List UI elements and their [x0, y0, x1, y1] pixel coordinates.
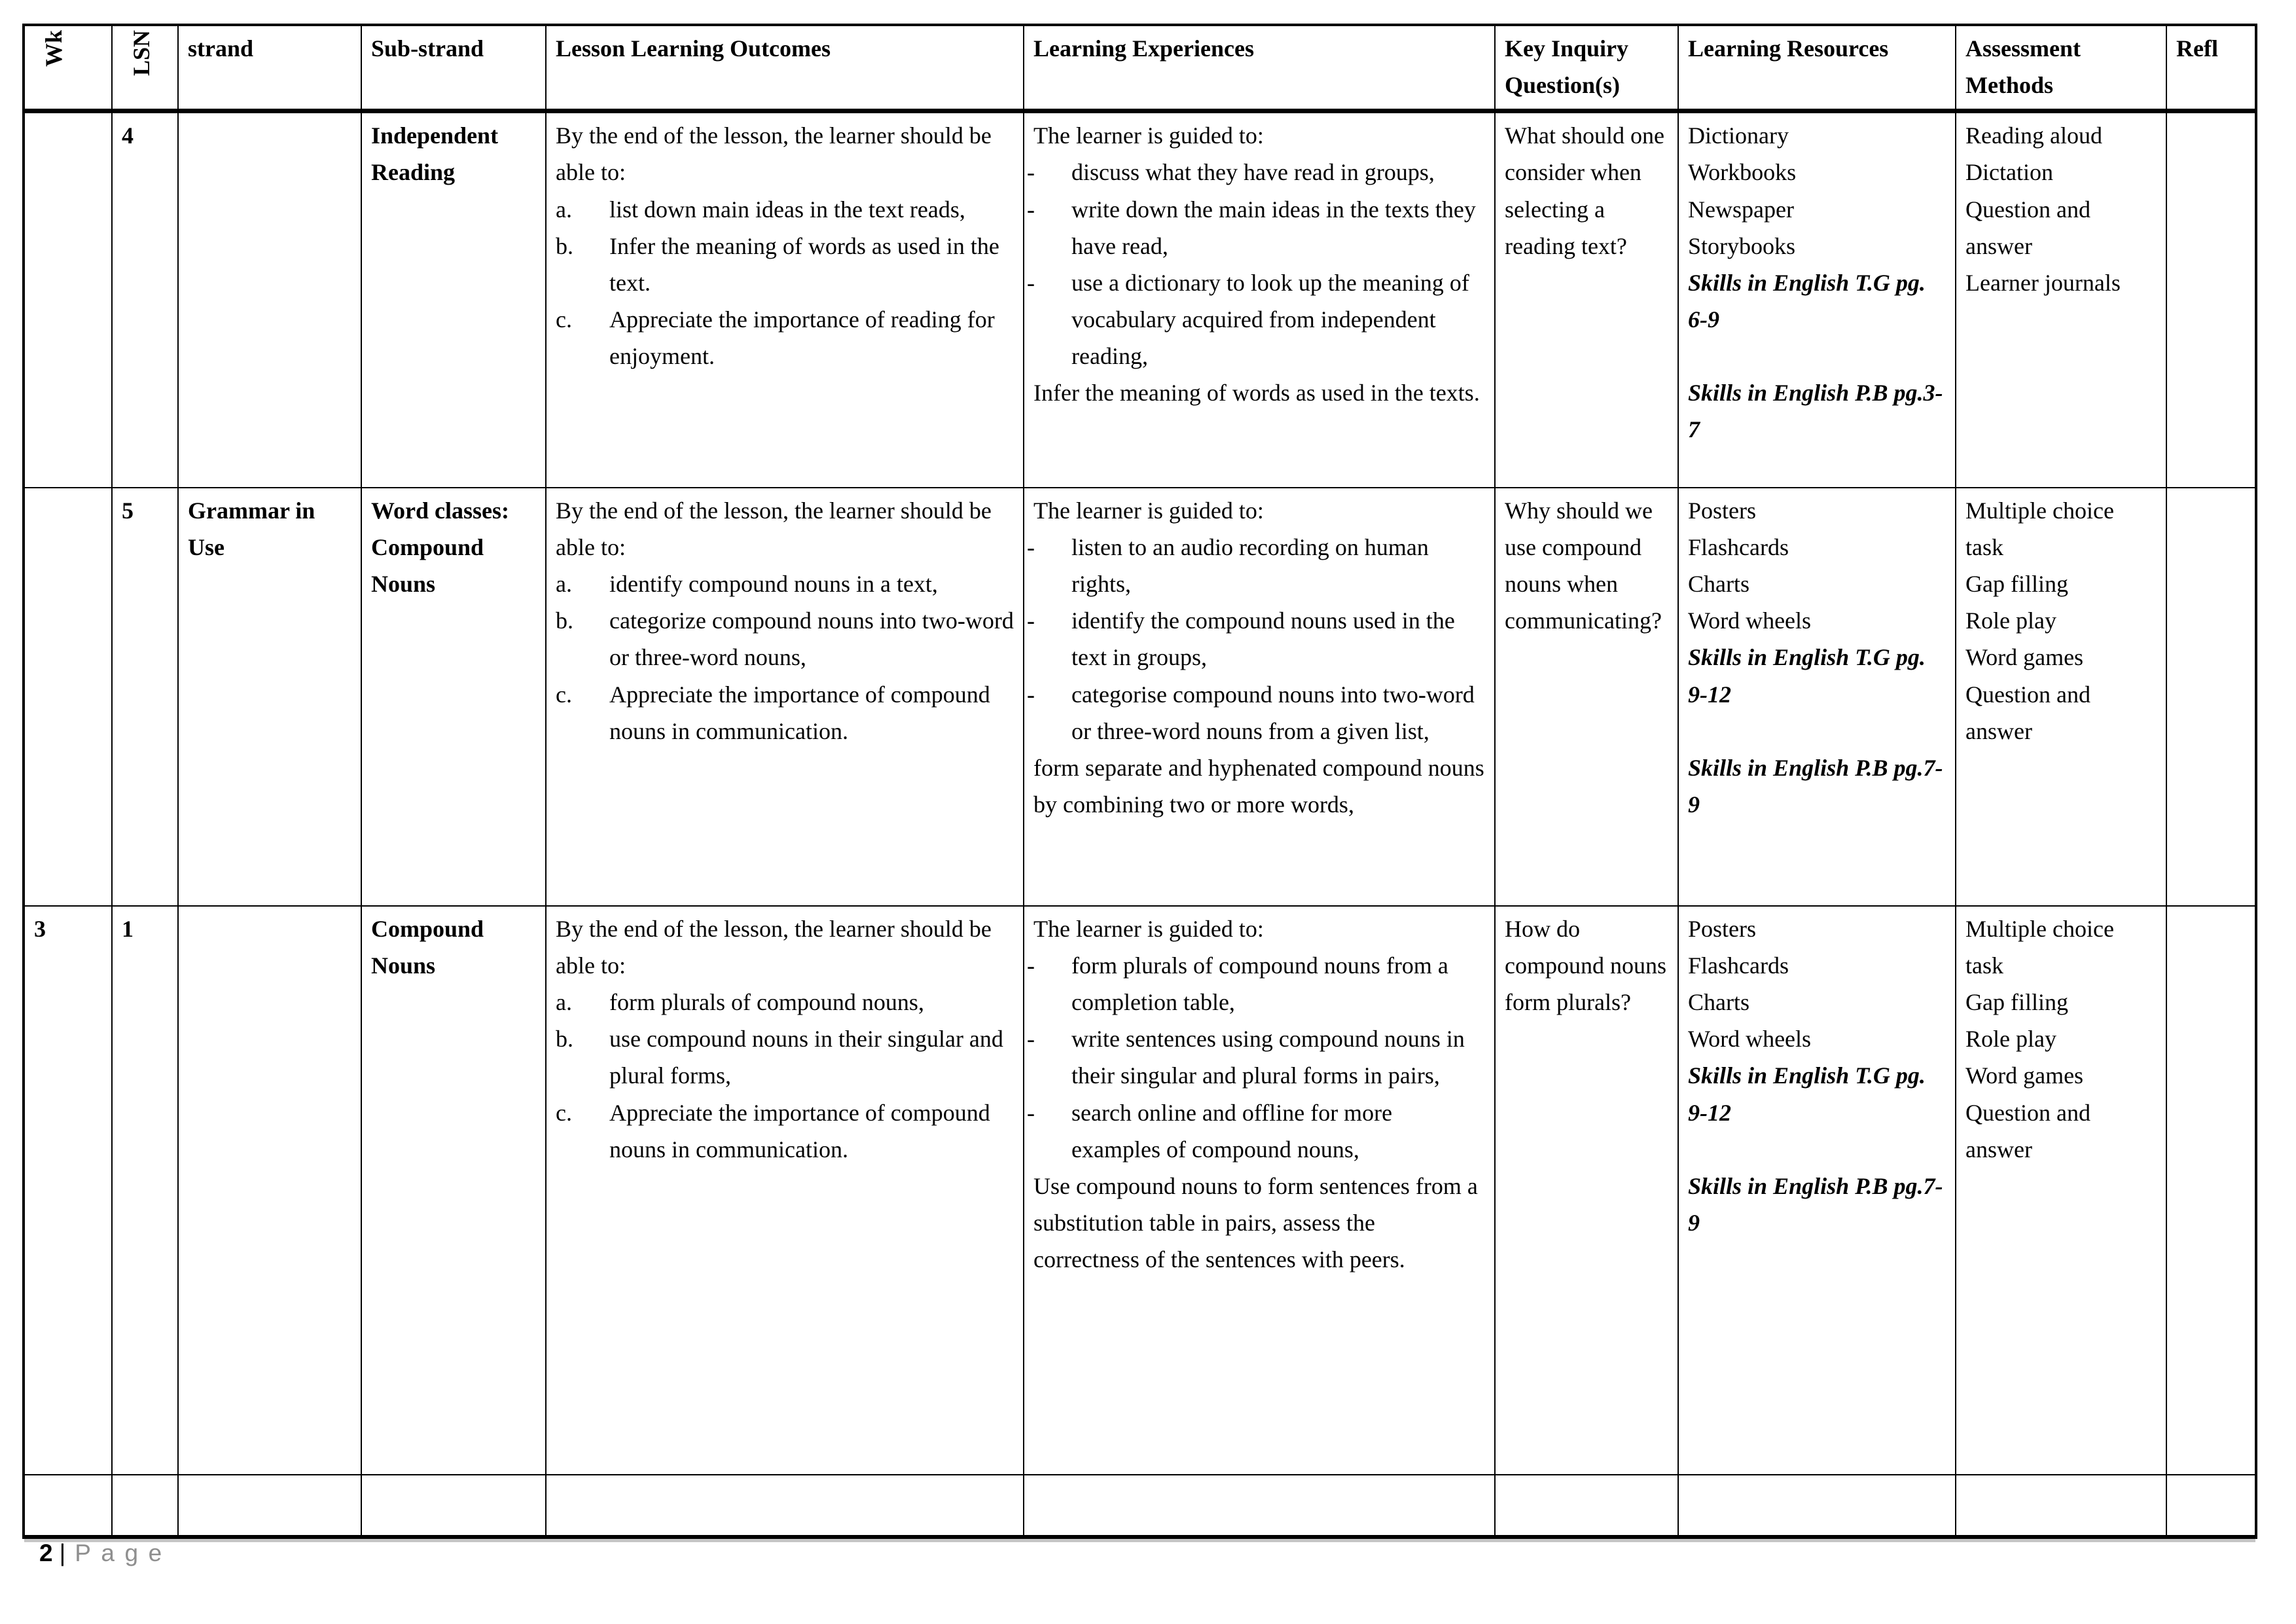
cell-strand: [178, 111, 361, 488]
cell-refl: [2166, 906, 2256, 1475]
pupil-book-ref: Skills in English P.B pg.3-7: [1688, 380, 1943, 443]
list-item: - form plurals of compound nouns from a completion table,: [1033, 947, 1485, 1020]
resource-item: Charts: [1688, 571, 1749, 598]
list-item: a. list down main ideas in the text reads,: [556, 196, 965, 223]
assessment-item: Word games: [1965, 644, 2084, 671]
resource-item: Charts: [1688, 989, 1749, 1016]
list-item: - categorise compound nouns into two-word or three-word nouns from a given list,: [1033, 676, 1485, 749]
resource-item: Flashcards: [1688, 952, 1789, 979]
list-item: b. use compound nouns in their singular and plural forms,: [556, 1026, 1003, 1089]
dash-bullet: -: [1027, 196, 1035, 223]
header-row: [24, 25, 2256, 111]
dash-bullet: -: [1027, 607, 1035, 634]
cell-wk: 3: [24, 906, 112, 1475]
empty-cell: [546, 1475, 1024, 1537]
experiences-tail: Infer the meaning of words as used in the texts.: [1033, 380, 1480, 406]
cell-lsn: 1: [112, 906, 178, 1475]
experiences-intro: The learner is guided to:: [1033, 915, 1264, 942]
resource-item: Posters: [1688, 915, 1757, 942]
list-item: c. Appreciate the importance of reading for enjoyment.: [556, 306, 995, 370]
cell-outcomes: [546, 488, 1024, 906]
cell-sub-strand: Compound Nouns: [361, 906, 546, 1475]
assessment-item: Word games: [1965, 1062, 2084, 1089]
pupil-book-ref: Skills in English P.B pg.7-9: [1688, 1172, 1943, 1236]
dash-bullet: -: [1027, 159, 1035, 186]
teacher-guide-ref: Skills in English T.G pg. 6-9: [1688, 269, 1926, 333]
resource-item: Posters: [1688, 497, 1757, 524]
list-item: a. form plurals of compound nouns,: [556, 989, 924, 1016]
experiences-intro: The learner is guided to:: [1033, 497, 1264, 524]
cell-sub-strand: Independent Reading: [361, 111, 546, 488]
cell-resources: [1678, 111, 1956, 488]
experiences-list: [1027, 154, 1485, 374]
experiences-list: [1027, 529, 1485, 749]
assessment-item: Multiple choice task: [1965, 497, 2114, 560]
resource-item: Flashcards: [1688, 533, 1789, 560]
cell-outcomes: [546, 906, 1024, 1475]
list-item: b. categorize compound nouns into two-word or three-word nouns,: [556, 607, 1014, 671]
empty-cell: [1678, 1475, 1956, 1537]
cell-refl: [2166, 488, 2256, 906]
experiences-tail: form separate and hyphenated compound nouns by combining two or more words,: [1033, 754, 1484, 818]
outcomes-list: [556, 191, 1014, 375]
list-item: a. identify compound nouns in a text,: [556, 571, 938, 598]
cell-wk: [24, 111, 112, 488]
header-sub-strand: Sub-strand: [361, 25, 546, 111]
resource-item: Newspaper: [1688, 196, 1794, 223]
list-item: - write sentences using compound nouns in their singular and plural forms in pairs,: [1033, 1020, 1485, 1094]
cell-key-inquiry: What should one consider when selecting a reading text?: [1495, 111, 1678, 488]
outcomes-intro: By the end of the lesson, the learner should be able to:: [556, 122, 992, 186]
table-row: [24, 906, 2256, 1475]
cell-assessment: [1956, 906, 2166, 1475]
list-item: c. Appreciate the importance of compound nouns in communication.: [556, 681, 990, 744]
dash-bullet: -: [1027, 952, 1035, 979]
header-assessment: Assessment Methods: [1956, 25, 2166, 111]
teacher-guide-ref: Skills in English T.G pg. 9-12: [1688, 644, 1926, 708]
empty-cell: [112, 1475, 178, 1537]
cell-key-inquiry: Why should we use compound nouns when communicating?: [1495, 488, 1678, 906]
cell-experiences: [1024, 111, 1495, 488]
header-lsn-label: LSN: [128, 30, 154, 77]
header-resources: Learning Resources: [1678, 25, 1956, 111]
assessment-item: Question and answer: [1965, 1099, 2090, 1163]
cell-strand: Grammar in Use: [178, 488, 361, 906]
header-outcomes: Lesson Learning Outcomes: [546, 25, 1024, 111]
outcomes-list: [556, 984, 1014, 1168]
empty-cell: [1495, 1475, 1678, 1537]
dash-bullet: -: [1027, 1099, 1035, 1126]
assessment-item: Reading aloud: [1965, 122, 2102, 149]
page-number: 2: [39, 1540, 53, 1566]
document-page: [22, 24, 2255, 1539]
resource-item: Dictionary: [1688, 122, 1789, 149]
cell-experiences: [1024, 488, 1495, 906]
cell-key-inquiry: How do compound nouns form plurals?: [1495, 906, 1678, 1475]
assessment-item: Learner journals: [1965, 269, 2121, 296]
assessment-item: Role play: [1965, 607, 2056, 634]
list-item: - listen to an audio recording on human rights,: [1033, 529, 1485, 602]
assessment-item: Gap filling: [1965, 571, 2068, 598]
outcomes-list: [556, 566, 1014, 749]
header-wk: [24, 25, 112, 111]
assessment-item: Question and answer: [1965, 681, 2090, 744]
empty-cell: [178, 1475, 361, 1537]
list-item: - write down the main ideas in the texts they have read,: [1033, 191, 1485, 264]
dash-bullet: -: [1027, 533, 1035, 560]
teacher-guide-ref: Skills in English T.G pg. 9-12: [1688, 1062, 1926, 1126]
cell-strand: [178, 906, 361, 1475]
list-item: - discuss what they have read in groups,: [1033, 154, 1485, 190]
empty-cell: [361, 1475, 546, 1537]
assessment-item: Gap filling: [1965, 989, 2068, 1016]
header-key-inquiry: Key Inquiry Question(s): [1495, 25, 1678, 111]
cell-assessment: [1956, 111, 2166, 488]
page-footer: [39, 1540, 172, 1567]
header-strand: strand: [178, 25, 361, 111]
empty-cell: [1956, 1475, 2166, 1537]
resource-item: Workbooks: [1688, 159, 1797, 186]
assessment-item: Role play: [1965, 1026, 2056, 1053]
empty-row: [24, 1475, 2256, 1537]
list-item: c. Appreciate the importance of compound nouns in communication.: [556, 1099, 990, 1163]
experiences-tail: Use compound nouns to form sentences from a substitution table in pairs, assess the correctness of the sentences with peers.: [1033, 1172, 1478, 1273]
table-row: [24, 111, 2256, 488]
empty-cell: [1024, 1475, 1495, 1537]
footer-page-label: Page: [75, 1540, 172, 1566]
dash-bullet: -: [1027, 681, 1035, 708]
header-experiences: Learning Experiences: [1024, 25, 1495, 111]
assessment-item: Question and answer: [1965, 196, 2090, 259]
footer-separator: |: [59, 1540, 66, 1566]
cell-resources: [1678, 488, 1956, 906]
experiences-list: [1027, 947, 1485, 1168]
cell-outcomes: [546, 111, 1024, 488]
list-item: - identify the compound nouns used in the text in groups,: [1033, 602, 1485, 676]
scheme-of-work-table: [22, 24, 2257, 1539]
outcomes-intro: By the end of the lesson, the learner should be able to:: [556, 497, 992, 560]
experiences-intro: The learner is guided to:: [1033, 122, 1264, 149]
list-item: b. Infer the meaning of words as used in the text.: [556, 232, 999, 296]
assessment-item: Multiple choice task: [1965, 915, 2114, 979]
empty-cell: [2166, 1475, 2256, 1537]
outcomes-intro: By the end of the lesson, the learner should be able to:: [556, 915, 992, 979]
cell-wk: [24, 488, 112, 906]
empty-cell: [24, 1475, 112, 1537]
cell-assessment: [1956, 488, 2166, 906]
cell-lsn: 5: [112, 488, 178, 906]
list-item: - search online and offline for more examples of compound nouns,: [1033, 1094, 1485, 1168]
list-item: - use a dictionary to look up the meaning of vocabulary acquired from independent reading,: [1033, 264, 1485, 374]
cell-sub-strand: Word classes: Compound Nouns: [361, 488, 546, 906]
dash-bullet: -: [1027, 1026, 1035, 1053]
cell-lsn: 4: [112, 111, 178, 488]
header-refl: Refl: [2166, 25, 2256, 111]
resource-item: Storybooks: [1688, 232, 1796, 259]
table-row: [24, 488, 2256, 906]
header-wk-label: Wk: [41, 30, 67, 67]
cell-experiences: [1024, 906, 1495, 1475]
resource-item: Word wheels: [1688, 607, 1812, 634]
cell-refl: [2166, 111, 2256, 488]
assessment-item: Dictation: [1965, 159, 2053, 186]
cell-resources: [1678, 906, 1956, 1475]
dash-bullet: -: [1027, 269, 1035, 296]
pupil-book-ref: Skills in English P.B pg.7-9: [1688, 754, 1943, 818]
header-lsn: [112, 25, 178, 111]
resource-item: Word wheels: [1688, 1026, 1812, 1053]
